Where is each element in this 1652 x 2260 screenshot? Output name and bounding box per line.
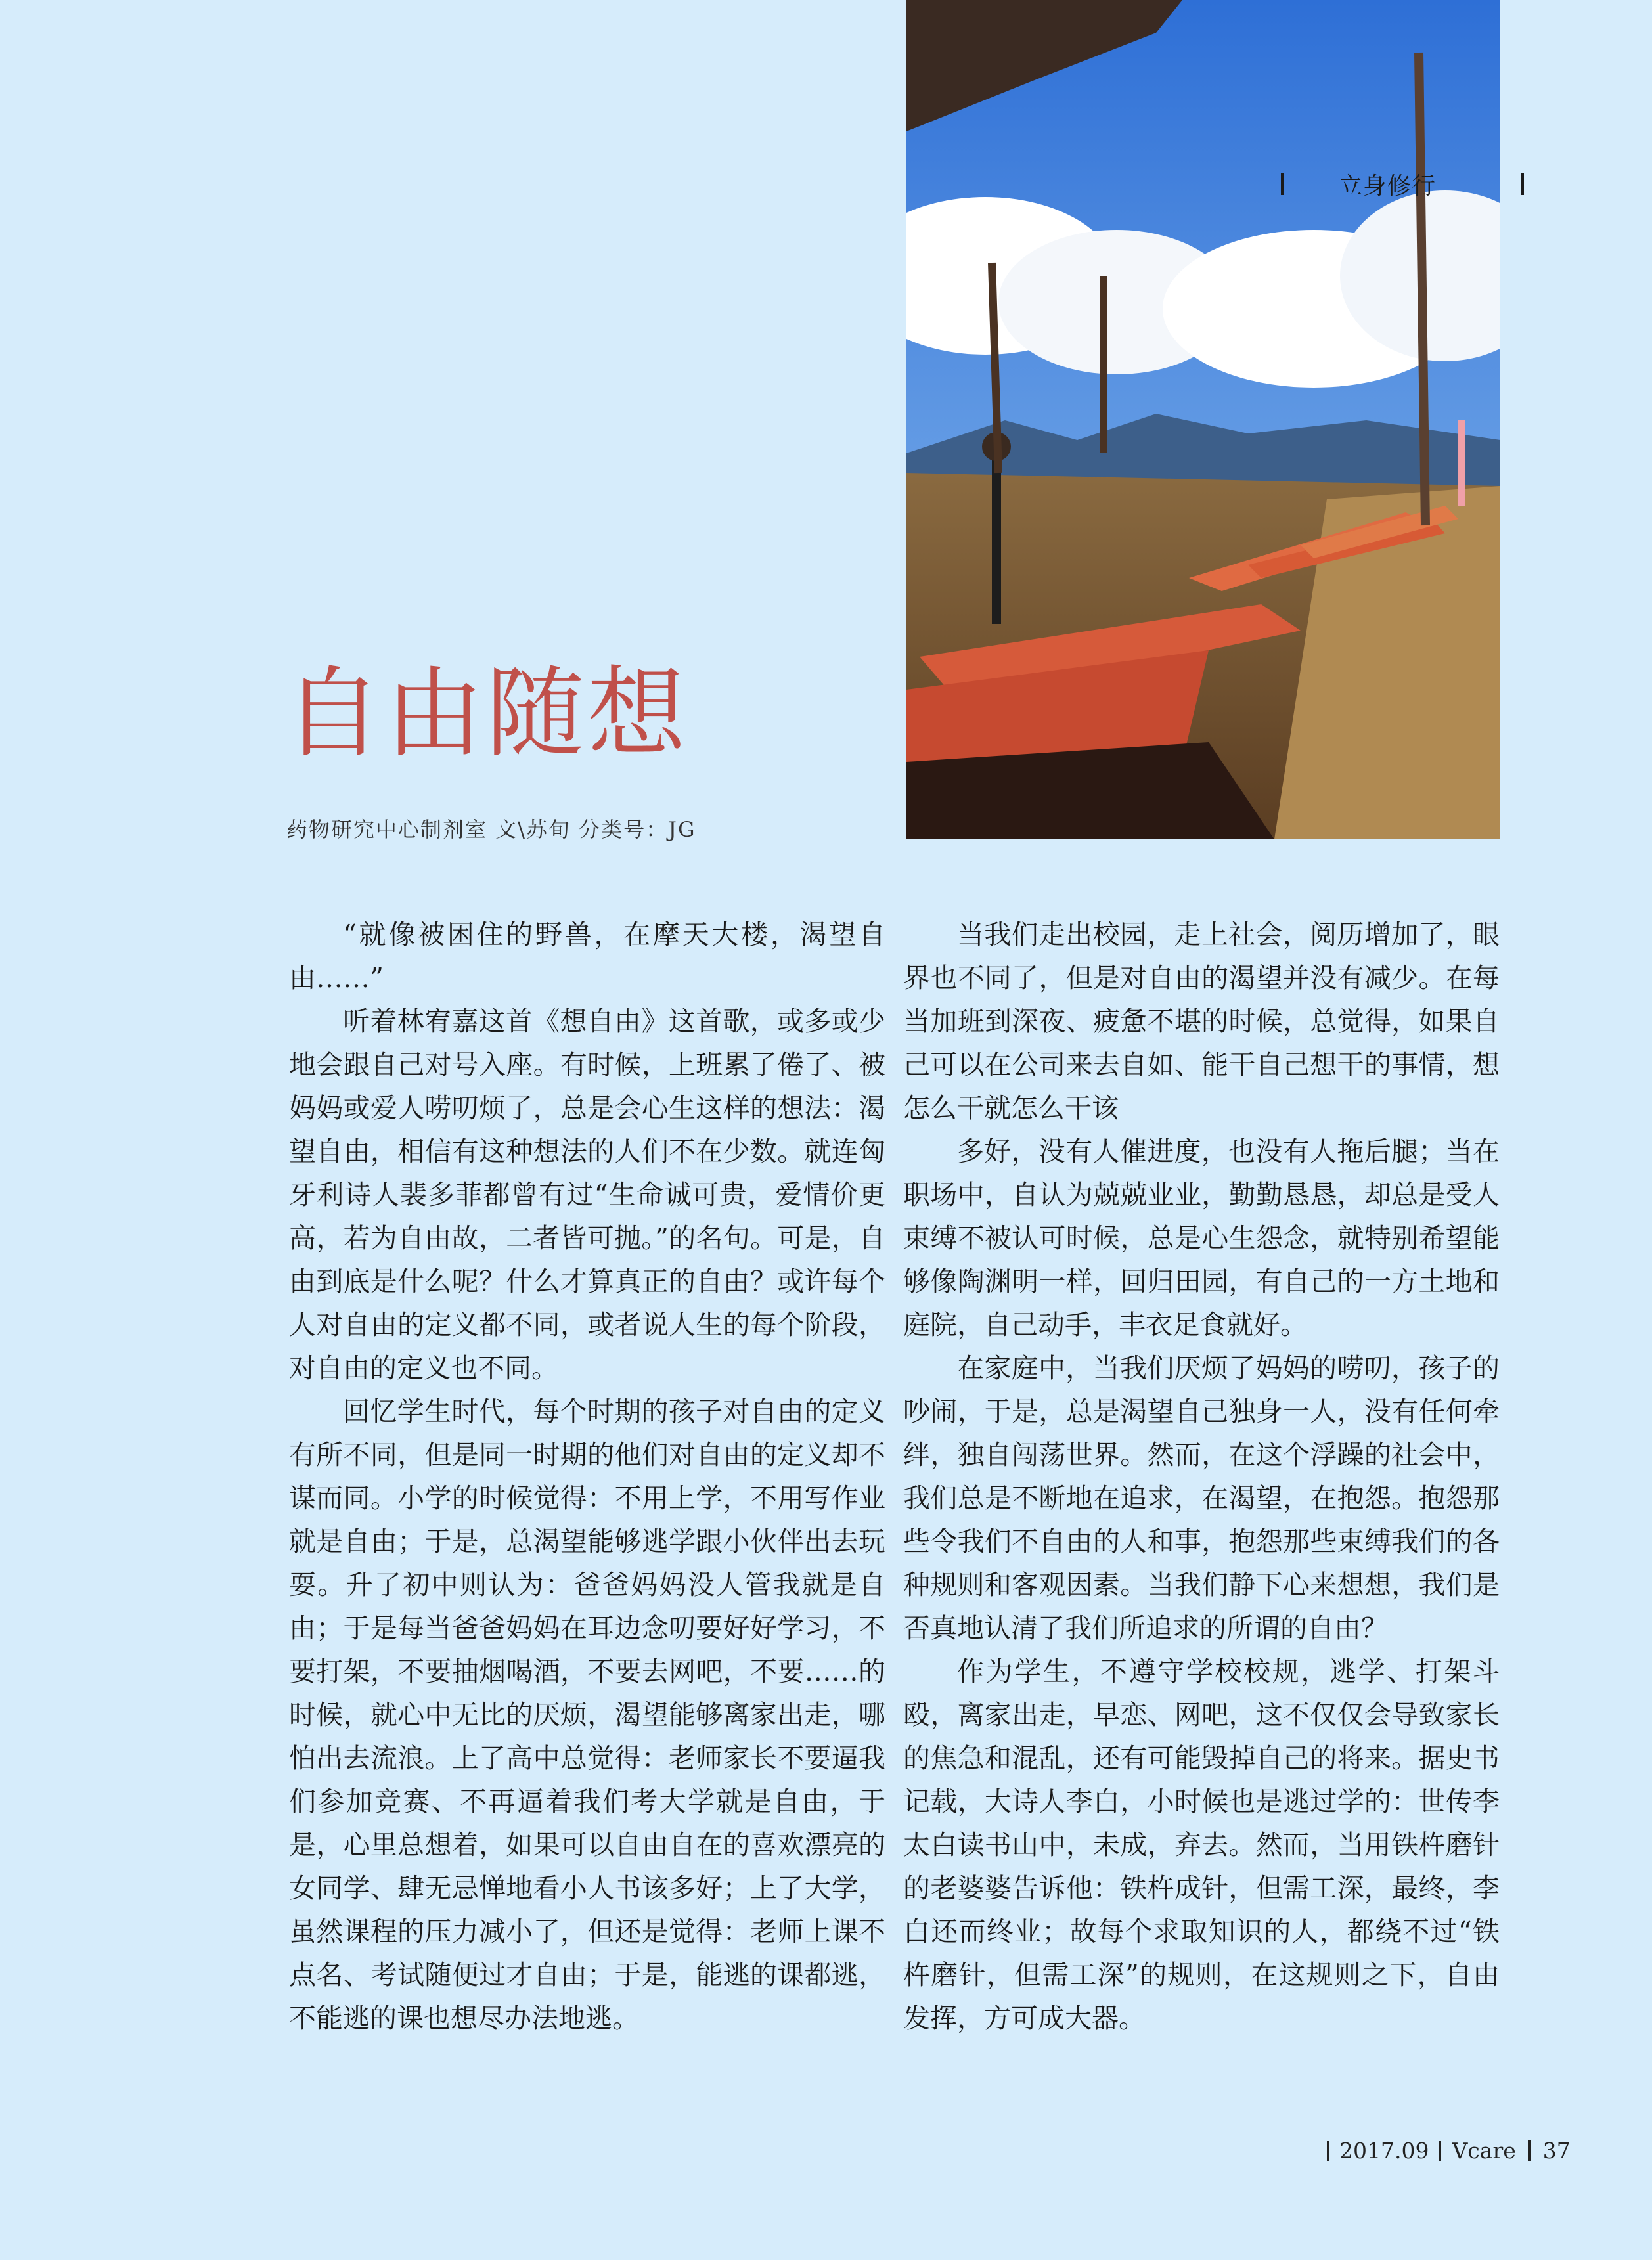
- paragraph: 听着林宥嘉这首《想自由》这首歌，或多或少地会跟自己对号入座。有时候，上班累了倦了、被妈妈或爱人唠叨烦了，总是会心生这样的想法：渴望自由，相信有这种想法的人们不在少数。就连匈牙利诗人裴多菲都曾有过“生命诚可贵，爱情价更高，若为自由故，二者皆可抛。”的名句。可是，自由到底是什么呢？什么才算真正的自由？或许每个人对自由的定义都不同，或者说人生的每个阶段，对自由的定义也不同。: [289, 1006, 885, 1384]
- label-bar-left: [1281, 173, 1284, 195]
- paragraph: 作为学生，不遵守学校校规，逃学、打架斗殴，离家出走，早恋、网吧，这不仅仅会导致家长的焦急和混乱，还有可能毁掉自己的将来。据史书记载，大诗人李白，小时候也是逃过学的：世传李太白读书山中，未成，弃去。然而，当用铁杵磨针的老婆婆告诉他：铁杵成针，但需工深，最终，李白还而终业；故每个求取知识的人，都绕不过“铁杵磨针，但需工深”的规则，在这规则之下，自由发挥，方可成大器。: [903, 1656, 1500, 2034]
- magazine-name: Vcare: [1452, 2138, 1516, 2163]
- section-label: [1281, 167, 1524, 207]
- paragraph: 多好，没有人催进度，也没有人拖后腿；当在职场中，自认为兢兢业业，勤勤恳恳，却总是受人束缚不被认可时候，总是心生怨念，就特别希望能够像陶渊明一样，回归田园，有自己的一方土地和庭院，自己动手，丰衣足食就好。: [903, 1136, 1500, 1340]
- section-label-text: 立身修行: [1339, 173, 1437, 200]
- issue-date: 2017.09: [1339, 2138, 1429, 2163]
- stairs-landscape-image: [906, 0, 1500, 839]
- article-byline: 药物研究中心制剂室 文\苏旬 分类号：JG: [286, 817, 696, 842]
- article-title: 自由随想: [284, 657, 689, 771]
- paragraph: 在家庭中，当我们厌烦了妈妈的唠叨，孩子的吵闹，于是，总是渴望自己独身一人，没有任何牵绊，独自闯荡世界。然而，在这个浮躁的社会中，我们总是不断地在追求，在渴望，在抱怨。抱怨那些令我们不自由的人和事，抱怨那些束缚我们的各种规则和客观因素。当我们静下心来想想，我们是否真地认清了我们所追求的所谓的自由？: [903, 1352, 1500, 1644]
- page-footer: [1320, 2138, 1574, 2163]
- left-column: [289, 913, 885, 2040]
- footer-divider: [1528, 2140, 1531, 2161]
- paragraph: “就像被困住的野兽，在摩天大楼，渴望自由……”: [289, 919, 885, 994]
- footer-divider: [1327, 2141, 1329, 2161]
- footer-divider: [1439, 2141, 1441, 2161]
- label-bar-right: [1521, 173, 1524, 195]
- right-column: [903, 913, 1500, 2040]
- header-photo: [906, 0, 1500, 839]
- paragraph: 当我们走出校园，走上社会，阅历增加了，眼界也不同了，但是对自由的渴望并没有减少。在每当加班到深夜、疲惫不堪的时候，总觉得，如果自己可以在公司来去自如、能干自己想干的事情，想怎么干就怎么干该: [903, 919, 1500, 1124]
- page-number: 37: [1542, 2138, 1571, 2163]
- paragraph: 回忆学生时代，每个时期的孩子对自由的定义有所不同，但是同一时期的他们对自由的定义却不谋而同。小学的时候觉得：不用上学，不用写作业就是自由；于是，总渴望能够逃学跟小伙伴出去玩耍。升了初中则认为：爸爸妈妈没人管我就是自由；于是每当爸爸妈妈在耳边念叨要好好学习，不要打架，不要抽烟喝酒，不要去网吧，不要……的时候，就心中无比的厌烦，渴望能够离家出走，哪怕出去流浪。上了高中总觉得：老师家长不要逼我们参加竞赛、不再逼着我们考大学就是自由，于是，心里总想着，如果可以自由自在的喜欢漂亮的女同学、肆无忌惮地看小人书该多好；上了大学，虽然课程的压力减小了，但还是觉得：老师上课不点名、考试随便过才自由；于是，能逃的课都逃，不能逃的课也想尽办法地逃。: [289, 1396, 885, 2034]
